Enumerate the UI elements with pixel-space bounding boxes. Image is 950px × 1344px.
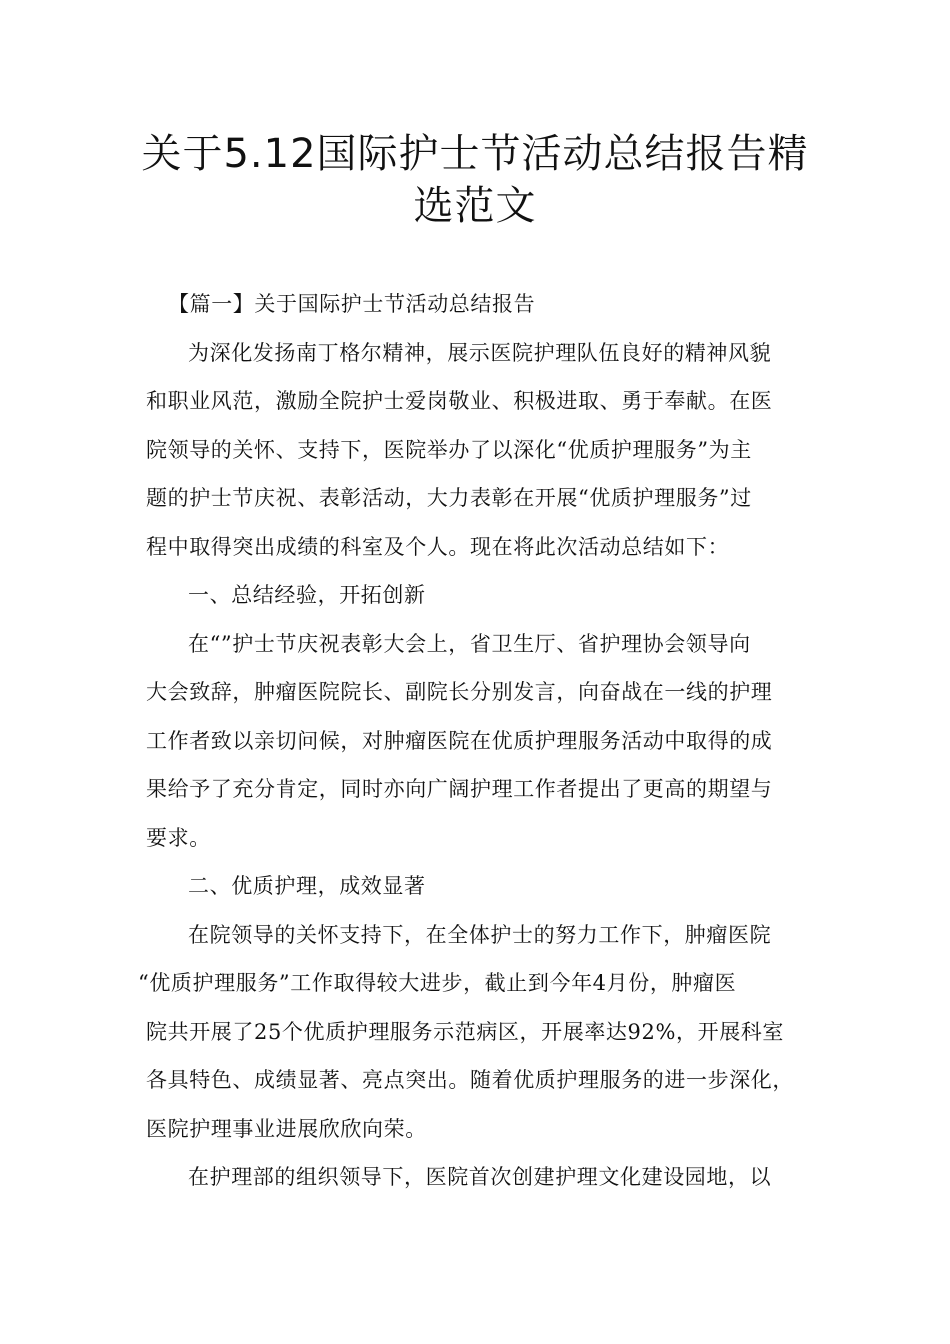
document-title bbox=[120, 128, 830, 232]
paragraph-intro bbox=[146, 329, 826, 572]
text-line: 在护理部的组织领导下，医院首次创建护理文化建设园地，以 bbox=[188, 1165, 772, 1189]
text-line: 和职业风范，激励全院护士爱岗敬业、积极进取、勇于奉献。在医 bbox=[146, 389, 773, 413]
document-body bbox=[138, 280, 826, 1202]
title-line-1: 关于5.12国际护士节活动总结报告精 bbox=[141, 131, 809, 177]
section-heading-one bbox=[146, 571, 826, 620]
section-heading-part-one bbox=[146, 280, 826, 329]
paragraph-culture bbox=[146, 1153, 826, 1202]
text-line: 在“”护士节庆祝表彰大会上，省卫生厅、省护理协会领导向 bbox=[188, 631, 751, 656]
text-line: 为深化发扬南丁格尔精神，展示医院护理队伍良好的精神风貌 bbox=[188, 340, 772, 365]
text-line: 医院护理事业进展欣欣向荣。 bbox=[146, 1116, 427, 1141]
text-line: 院共开展了25个优质护理服务示范病区，开展率达92%，开展科室 bbox=[146, 1019, 784, 1044]
text-line: 果给予了充分肯定，同时亦向广阔护理工作者提出了更高的期望与 bbox=[146, 777, 773, 801]
text-line: 大会致辞，肿瘤医院院长、副院长分别发言，向奋战在一线的护理 bbox=[146, 680, 773, 704]
text-line: “优质护理服务”工作取得较大进步，截止到今年4月份，肿瘤医 bbox=[138, 971, 737, 995]
text-line: 要求。 bbox=[146, 825, 211, 850]
section-heading-two bbox=[146, 862, 826, 911]
text-line: 院领导的关怀、支持下，医院举办了以深化“优质护理服务”为主 bbox=[146, 437, 752, 462]
text-line: 工作者致以亲切问候，对肿瘤医院在优质护理服务活动中取得的成 bbox=[146, 728, 773, 753]
text-line: 二、优质护理，成效显著 bbox=[188, 874, 426, 898]
text-line: 程中取得突出成绩的科室及个人。现在将此次活动总结如下： bbox=[146, 534, 730, 559]
title-line-2: 选范文 bbox=[413, 183, 537, 229]
text-line: 【篇一】关于国际护士节活动总结报告 bbox=[168, 292, 536, 316]
text-line: 在院领导的关怀支持下，在全体护士的努力工作下，肿瘤医院 bbox=[188, 922, 772, 947]
text-line: 一、总结经验，开拓创新 bbox=[188, 583, 426, 607]
paragraph-section-two bbox=[138, 911, 826, 1154]
paragraph-section-one bbox=[146, 620, 826, 863]
text-line: 各具特色、成绩显著、亮点突出。随着优质护理服务的进一步深化， bbox=[146, 1068, 794, 1092]
text-line: 题的护士节庆祝、表彰活动，大力表彰在开展“优质护理服务”过 bbox=[146, 486, 752, 510]
